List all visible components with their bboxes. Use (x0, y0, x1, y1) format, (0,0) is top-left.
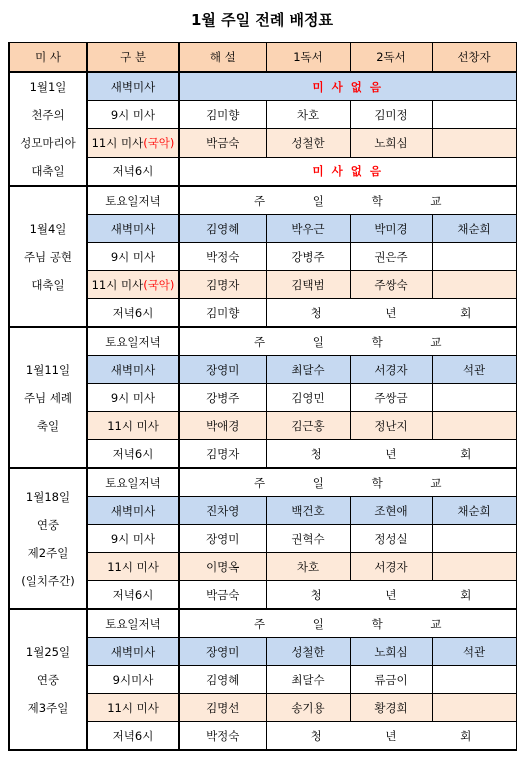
mass-time-label (87, 72, 179, 101)
reading2-cell: 권은주 (350, 243, 432, 271)
reading1-cell: 박우근 (266, 215, 350, 243)
mass-time-label (87, 525, 179, 553)
mass-time-label (87, 412, 179, 440)
reading2-cell: 주쌍숙 (350, 271, 432, 299)
cantor-cell (432, 384, 516, 412)
mass-day-line: 1월4일 (29, 221, 67, 236)
header-category: 구 분 (87, 43, 179, 73)
cantor-cell: 채순희 (432, 497, 516, 525)
no-mass-note: 미 사 없 음 (179, 72, 516, 101)
mass-day-cell (9, 72, 87, 186)
mass-time-label (87, 722, 179, 751)
mass-day-cell (9, 327, 87, 468)
mass-time-text: 새벽미사 (110, 79, 156, 94)
mass-day-line: 연중 (36, 517, 60, 532)
mass-day-line: 제2주일 (27, 545, 69, 560)
reading2-cell: 정성실 (350, 525, 432, 553)
cantor-cell (432, 694, 516, 722)
youth-group-cell: 청 년 회 (266, 299, 516, 328)
mass-time-text: 토요일저녁 (105, 193, 161, 208)
mass-time-label (87, 666, 179, 694)
reading2-cell: 주쌍금 (350, 384, 432, 412)
reading2-cell: 서경자 (350, 356, 432, 384)
reading2-cell: 류금이 (350, 666, 432, 694)
sunday-school-cell: 주 일 학 교 (179, 186, 516, 215)
table-row (9, 609, 516, 638)
mass-day-line: 천주의 (31, 108, 65, 122)
reading2-cell: 박미경 (350, 215, 432, 243)
mass-time-label (87, 553, 179, 581)
cantor-cell: 채순희 (432, 215, 516, 243)
mass-day-line: 축일 (36, 418, 60, 433)
table-row (9, 186, 516, 215)
commentary-cell: 박애경 (179, 412, 266, 440)
cantor-cell (432, 666, 516, 694)
youth-group-cell: 청 년 회 (266, 440, 516, 469)
reading1-cell: 김영민 (266, 384, 350, 412)
mass-day-line: 주님 세례 (23, 390, 73, 405)
commentary-cell: 장영미 (179, 525, 266, 553)
mass-time-text: 9시 미사 (110, 107, 156, 122)
mass-time-label (87, 327, 179, 356)
commentary-cell: 박금숙 (179, 129, 266, 157)
mass-day-cell (9, 609, 87, 750)
reading1-cell: 송기용 (266, 694, 350, 722)
commentary-cell: 김미향 (179, 299, 266, 328)
mass-time-label (87, 497, 179, 525)
commentary-cell: 이명옥 (179, 553, 266, 581)
commentary-cell: 강병주 (179, 384, 266, 412)
header-cantor: 선창자 (432, 43, 516, 73)
cantor-cell (432, 271, 516, 299)
reading1-cell: 권혁수 (266, 525, 350, 553)
mass-day-line: 주님 공현 (23, 249, 73, 264)
mass-time-text: 새벽미사 (110, 362, 156, 377)
mass-time-label (87, 638, 179, 666)
mass-time-text: 9시 미사 (110, 249, 156, 264)
mass-time-label (87, 157, 179, 186)
mass-time-label (87, 440, 179, 469)
mass-time-text: 새벽미사 (110, 644, 156, 659)
mass-time-label (87, 356, 179, 384)
cantor-cell (432, 412, 516, 440)
commentary-cell: 박정숙 (179, 722, 266, 751)
mass-day-line: (일치주간) (21, 573, 75, 588)
commentary-cell: 장영미 (179, 638, 266, 666)
reading2-cell: 황경희 (350, 694, 432, 722)
sunday-school-cell: 주 일 학 교 (179, 327, 516, 356)
mass-day-line: 연중 (36, 672, 60, 687)
commentary-cell: 김미향 (179, 101, 266, 129)
schedule-table (8, 42, 517, 751)
mass-day-line: 1월18일 (25, 489, 71, 504)
table-row (9, 468, 516, 497)
mass-day-line: 1월11일 (25, 362, 71, 377)
commentary-cell: 김명선 (179, 694, 266, 722)
sunday-school-cell: 주 일 학 교 (179, 468, 516, 497)
commentary-cell: 진차영 (179, 497, 266, 525)
commentary-cell: 김영혜 (179, 215, 266, 243)
mass-time-text: 저녁6시 (112, 305, 154, 320)
reading2-cell: 노희심 (350, 129, 432, 157)
mass-day-cell (9, 186, 87, 327)
header-mass: 미 사 (9, 43, 87, 73)
mass-time-text: 새벽미사 (110, 221, 156, 236)
commentary-cell: 김명자 (179, 271, 266, 299)
reading1-cell: 최달수 (266, 666, 350, 694)
cantor-cell: 석관 (432, 638, 516, 666)
mass-time-text: 9시미사 (112, 672, 154, 687)
mass-time-label (87, 186, 179, 215)
mass-day-line: 1월1일 (29, 80, 67, 94)
reading1-cell: 최달수 (266, 356, 350, 384)
mass-time-text: 저녁6시 (112, 587, 154, 602)
mass-time-text: 토요일저녁 (105, 334, 161, 349)
mass-day-line: 대축일 (31, 164, 65, 178)
commentary-cell: 박금숙 (179, 581, 266, 610)
reading1-cell: 백건호 (266, 497, 350, 525)
cantor-cell: 석관 (432, 356, 516, 384)
reading1-cell: 성철한 (266, 638, 350, 666)
mass-day-line: 제3주일 (27, 700, 69, 715)
reading1-cell: 강병주 (266, 243, 350, 271)
mass-time-label (87, 243, 179, 271)
header-reading1: 1독서 (266, 43, 350, 73)
mass-time-text: 11시 미사 (107, 559, 159, 574)
mass-time-text: 11시 미사 (107, 700, 159, 715)
gugak-tag: (국악) (143, 136, 175, 151)
reading2-cell: 조현애 (350, 497, 432, 525)
reading1-cell: 차호 (266, 553, 350, 581)
mass-day-line: 1월25일 (25, 644, 71, 659)
mass-time-text: 토요일저녁 (105, 475, 161, 490)
mass-time-label (87, 271, 179, 299)
youth-group-cell: 청 년 회 (266, 581, 516, 610)
commentary-cell: 김명자 (179, 440, 266, 469)
mass-time-text: 토요일저녁 (105, 616, 161, 631)
mass-time-label (87, 129, 179, 157)
mass-time-label (87, 609, 179, 638)
mass-time-text: 11시 미사 (107, 418, 159, 433)
cantor-cell (432, 129, 516, 157)
mass-day-line: 대축일 (31, 277, 65, 292)
cantor-cell (432, 553, 516, 581)
mass-time-label (87, 299, 179, 328)
mass-time-label (87, 694, 179, 722)
header-reading2: 2독서 (350, 43, 432, 73)
mass-time-label (87, 581, 179, 610)
reading2-cell: 서경자 (350, 553, 432, 581)
mass-time-text: 저녁6시 (112, 164, 154, 179)
table-row (9, 72, 516, 101)
mass-time-label (87, 468, 179, 497)
page-title: 1월 주일 전례 배정표 (190, 11, 334, 29)
mass-time-text: 새벽미사 (110, 503, 156, 518)
reading1-cell: 김근홍 (266, 412, 350, 440)
sunday-school-cell: 주 일 학 교 (179, 609, 516, 638)
reading1-cell: 차호 (266, 101, 350, 129)
reading2-cell: 노희심 (350, 638, 432, 666)
header-row (9, 43, 516, 73)
mass-day-line: 성모마리아 (20, 136, 76, 150)
table-row (9, 327, 516, 356)
mass-day-cell (9, 468, 87, 609)
reading2-cell: 정난지 (350, 412, 432, 440)
mass-time-text: 11시 미사 (91, 136, 144, 151)
no-mass-note: 미 사 없 음 (179, 157, 516, 186)
mass-time-text: 9시 미사 (110, 390, 156, 405)
commentary-cell: 장영미 (179, 356, 266, 384)
youth-group-cell: 청 년 회 (266, 722, 516, 751)
mass-time-label (87, 215, 179, 243)
reading1-cell: 김택범 (266, 271, 350, 299)
header-commentary: 해 설 (179, 43, 266, 73)
mass-time-text: 11시 미사 (91, 277, 144, 292)
commentary-cell: 김영혜 (179, 666, 266, 694)
mass-time-text: 저녁6시 (112, 446, 154, 461)
cantor-cell (432, 101, 516, 129)
mass-time-label (87, 384, 179, 412)
reading2-cell: 김미정 (350, 101, 432, 129)
reading1-cell: 성철한 (266, 129, 350, 157)
mass-time-label (87, 101, 179, 129)
cantor-cell (432, 525, 516, 553)
mass-time-text: 저녁6시 (112, 728, 154, 743)
cantor-cell (432, 243, 516, 271)
mass-time-text: 9시 미사 (110, 531, 156, 546)
gugak-tag: (국악) (143, 277, 175, 292)
commentary-cell: 박정숙 (179, 243, 266, 271)
